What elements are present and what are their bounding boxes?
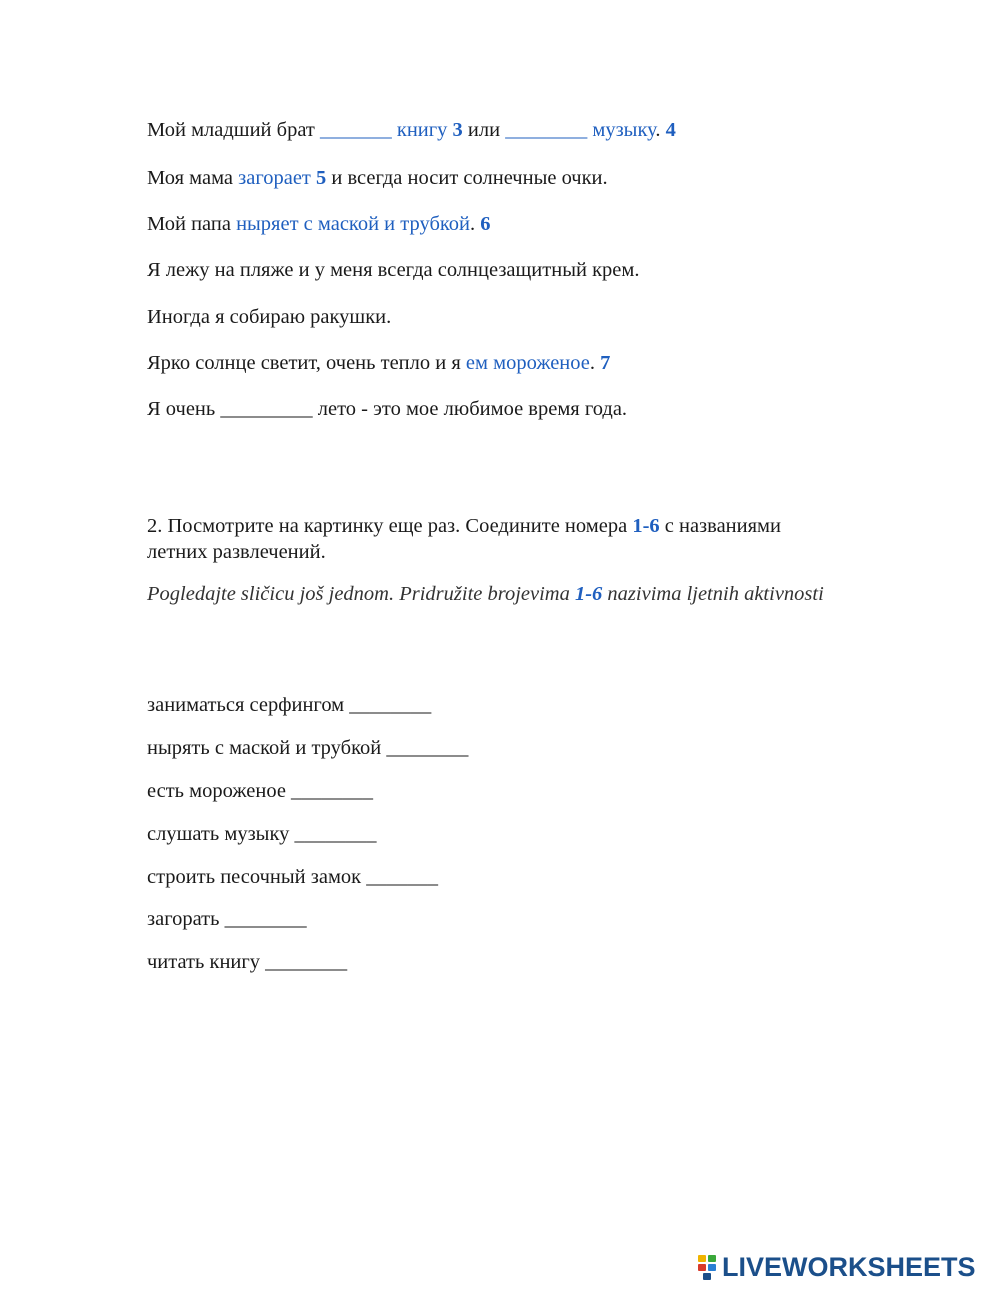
number-4: 4 (665, 119, 676, 141)
word-knigu: книгу (396, 119, 448, 141)
blank-1[interactable]: _______ (319, 119, 392, 141)
number-3: 3 (447, 119, 463, 141)
activity-sunbathing[interactable]: загорать ________ (147, 908, 307, 930)
sentence-5: Иногда я собираю ракушки. (147, 306, 392, 328)
liveworksheets-logo-icon (698, 1255, 718, 1281)
activity-sandcastle[interactable]: строить песочный замок _______ (147, 866, 439, 888)
sentence-7[interactable]: Я очень _________ лето - это мое любимое время года. (147, 398, 628, 420)
logo-text: LIVEWORKSHEETS (722, 1252, 976, 1282)
task-2-instruction-ru: 2. Посмотрите на картинку еще раз. Соедините номера 1-6 с названиями летних развлечений. (147, 515, 781, 563)
range-1-6-hr: 1-6 (574, 583, 603, 605)
activity-snorkeling[interactable]: нырять с маской и трубкой ________ (147, 737, 469, 759)
sentence-1: Мой младший брат _______ книгу 3 или ________ музыку. 4 (147, 119, 676, 141)
activity-reading[interactable]: читать книгу ________ (147, 951, 348, 973)
sentence-1-text: Мой младший брат (147, 119, 320, 141)
sentence-2: Моя мама загорает 5 и всегда носит солнечные очки. (147, 167, 608, 189)
sentence-3: Мой папа ныряет с маской и трубкой. 6 (147, 213, 491, 235)
phrase-nyryaet: ныряет с маской и трубкой (236, 213, 471, 235)
number-7: 7 (600, 352, 611, 374)
blank-2[interactable]: ________ (505, 119, 588, 141)
number-5: 5 (310, 167, 327, 189)
activity-music[interactable]: слушать музыку ________ (147, 823, 377, 845)
sentence-4: Я лежу на пляже и у меня всегда солнцезащитный крем. (147, 259, 640, 281)
sentence-6: Ярко солнце светит, очень тепло и я ем мороженое. 7 (147, 352, 611, 374)
word-zagoraet: загорает (238, 167, 311, 189)
task-2-instruction-hr: Pogledajte sličicu još jednom. Pridružite brojevima 1-6 nazivima ljetnih aktivnosti (147, 583, 824, 605)
number-6: 6 (480, 213, 491, 235)
range-1-6: 1-6 (632, 515, 660, 537)
word-muzyku: музыку (592, 119, 656, 141)
activity-ice-cream[interactable]: есть мороженое ________ (147, 780, 374, 802)
phrase-em-morozhenoe: ем мороженое (465, 352, 590, 374)
liveworksheets-logo[interactable] (698, 1252, 976, 1283)
activity-surfing[interactable]: заниматься серфингом ________ (147, 694, 432, 716)
